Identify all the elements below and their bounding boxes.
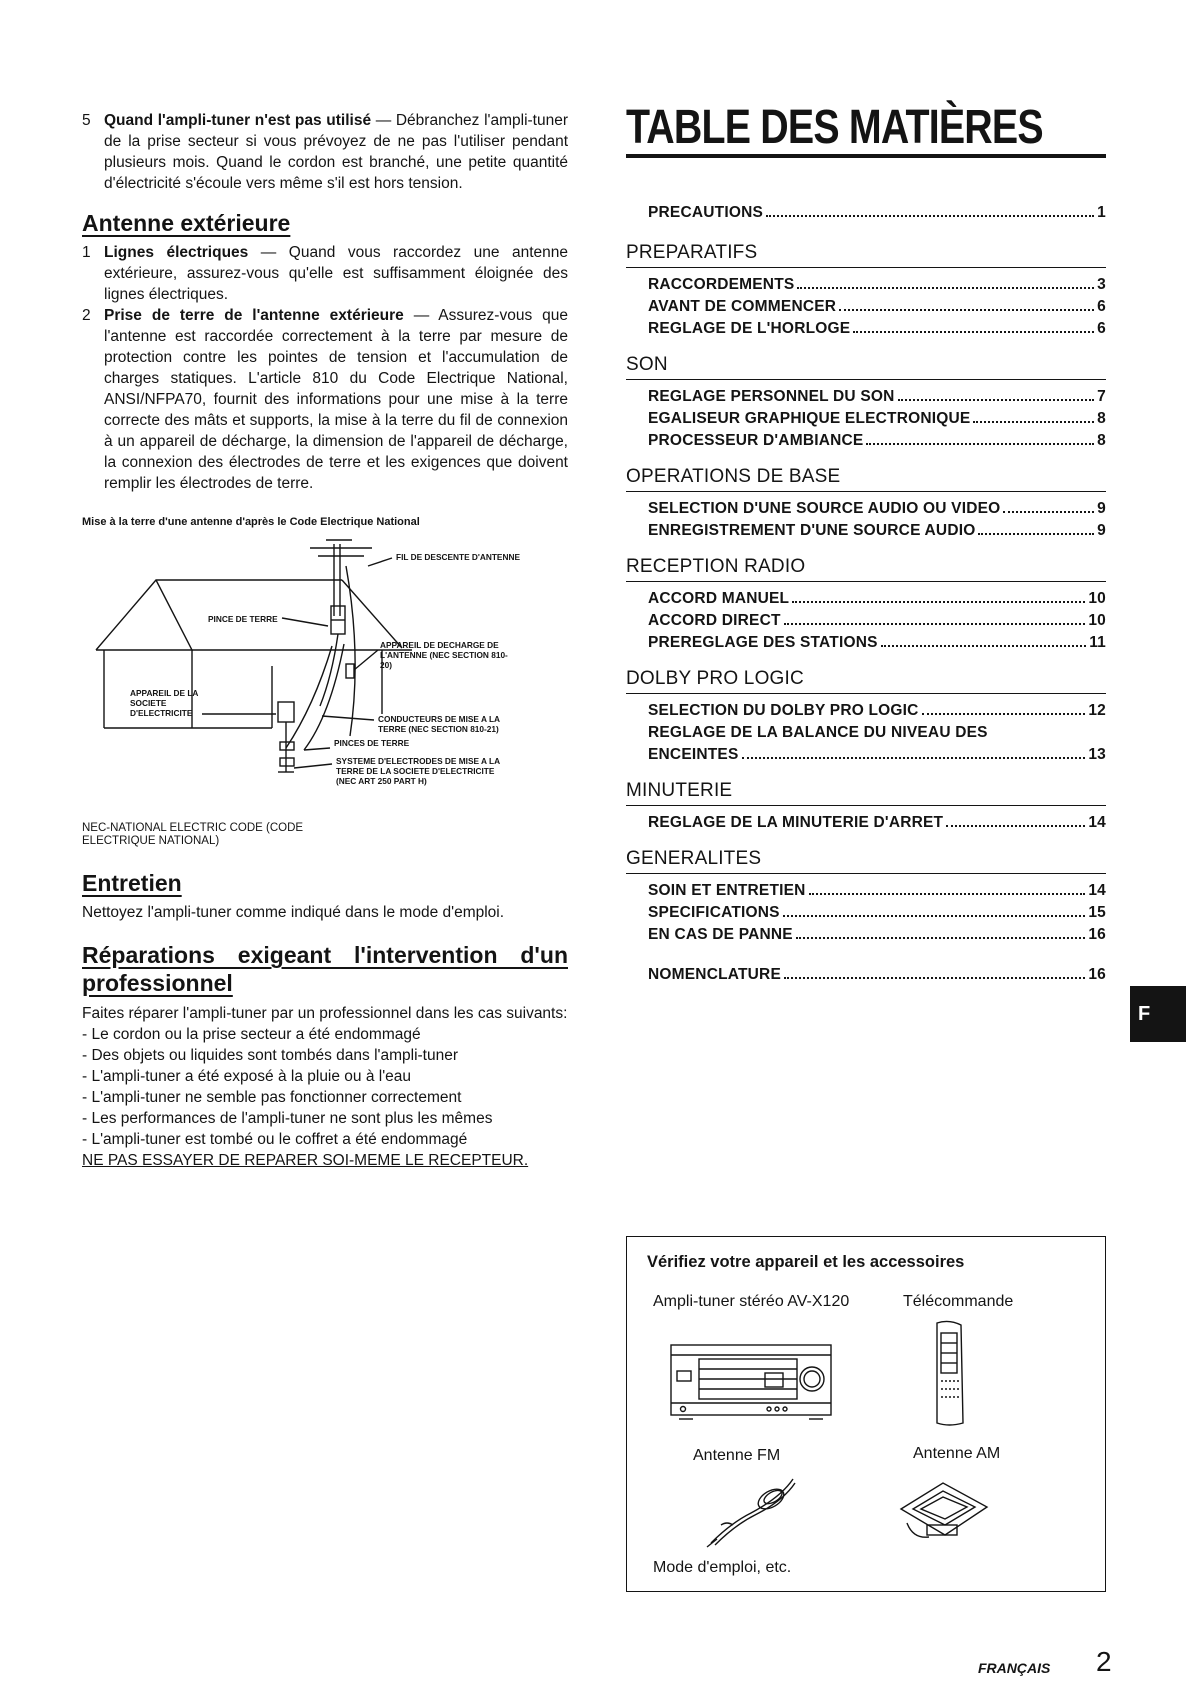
leader-dots bbox=[866, 443, 1094, 445]
house-antenna-illustration bbox=[82, 536, 568, 816]
toc-entry[interactable] bbox=[648, 744, 1106, 766]
leader-dots bbox=[978, 533, 1094, 535]
label-societe-2: SOCIETE bbox=[130, 698, 167, 708]
toc-entry-page: 14 bbox=[1088, 882, 1106, 899]
label-societe-3: D'ELECTRICITE bbox=[130, 708, 193, 718]
toc-entry-page: 16 bbox=[1088, 926, 1106, 943]
toc-entry-label: ENREGISTREMENT D'UNE SOURCE AUDIO bbox=[648, 522, 976, 539]
toc-entry[interactable] bbox=[648, 632, 1106, 654]
antenne-item-1 bbox=[82, 242, 568, 305]
accessories-box bbox=[626, 1236, 1106, 1592]
toc-entry-page: 9 bbox=[1097, 522, 1106, 539]
label-mode-emploi: Mode d'emploi, etc. bbox=[653, 1559, 792, 1576]
toc-entry-label: SOIN ET ENTRETIEN bbox=[648, 882, 806, 899]
toc-entry-label: REGLAGE DE L'HORLOGE bbox=[648, 320, 851, 337]
toc-entry[interactable] bbox=[648, 498, 1106, 520]
nec-note: NEC-NATIONAL ELECTRIC CODE (CODE ELECTRIQUE NATIONAL) bbox=[82, 822, 304, 847]
toc-entry-label: SELECTION DU DOLBY PRO LOGIC bbox=[648, 702, 919, 719]
toc-entry-page: 1 bbox=[1097, 204, 1106, 221]
label-pince-terre: PINCE DE TERRE bbox=[208, 614, 278, 624]
item-text bbox=[104, 110, 568, 194]
leader-dots bbox=[766, 215, 1094, 217]
toc-entry[interactable] bbox=[648, 520, 1106, 542]
toc-entry[interactable] bbox=[648, 296, 1106, 318]
list-item: - L'ampli-tuner est tombé ou le coffret a été endommagé bbox=[82, 1131, 468, 1148]
toc-entry-label: PROCESSEUR D'AMBIANCE bbox=[648, 432, 864, 449]
toc-entry-label: REGLAGE DE LA BALANCE DU NIVEAU DES bbox=[648, 724, 988, 741]
list-item: - L'ampli-tuner a été exposé à la pluie ou à l'eau bbox=[82, 1068, 412, 1085]
item-text bbox=[104, 242, 568, 305]
toc-entry-label: SPECIFICATIONS bbox=[648, 904, 780, 921]
label-antenne-fm: Antenne FM bbox=[693, 1447, 781, 1464]
list-item: - Le cordon ou la prise secteur a été endommagé bbox=[82, 1026, 421, 1043]
toc-entry-label: ENCEINTES bbox=[648, 746, 739, 763]
toc-entry-page: 7 bbox=[1097, 388, 1106, 405]
list-item: - Les performances de l'ampli-tuner ne sont plus les mêmes bbox=[82, 1110, 493, 1127]
toc-entry-page: 15 bbox=[1088, 904, 1106, 921]
remote-control-icon bbox=[927, 1319, 971, 1429]
toc-entry-label: REGLAGE PERSONNEL DU SON bbox=[648, 388, 895, 405]
toc-entry[interactable] bbox=[648, 902, 1106, 924]
fm-antenna-icon bbox=[701, 1473, 801, 1549]
leader-dots bbox=[742, 757, 1086, 759]
item-number: 5 bbox=[82, 112, 91, 129]
toc-entry-page: 8 bbox=[1097, 432, 1106, 449]
item-lead: Prise de terre de l'antenne extérieure bbox=[104, 307, 404, 324]
reparations-list bbox=[82, 1024, 568, 1150]
repair-warning: NE PAS ESSAYER DE REPARER SOI-MEME LE RECEPTEUR. bbox=[82, 1152, 529, 1169]
label-decharge-1: APPAREIL DE DECHARGE DE bbox=[380, 640, 499, 650]
item-number: 1 bbox=[82, 244, 91, 261]
item-5 bbox=[82, 110, 568, 194]
label-fil-descente: FIL DE DESCENTE D'ANTENNE bbox=[396, 552, 520, 562]
leader-dots bbox=[898, 399, 1095, 401]
toc-entry-page: 10 bbox=[1088, 590, 1106, 607]
toc-entry[interactable] bbox=[648, 924, 1106, 946]
label-decharge-2: L'ANTENNE (NEC SECTION 810- bbox=[380, 650, 508, 660]
leader-dots bbox=[796, 937, 1086, 939]
toc-entry[interactable] bbox=[648, 386, 1106, 408]
toc-entry-page: 6 bbox=[1097, 320, 1106, 337]
label-conducteurs-1: CONDUCTEURS DE MISE A LA bbox=[378, 714, 500, 724]
toc-section-operations: OPERATIONS DE BASE bbox=[626, 466, 1106, 492]
item-lead: Quand l'ampli-tuner n'est pas utilisé bbox=[104, 112, 372, 129]
label-systeme-3: (NEC ART 250 PART H) bbox=[336, 776, 427, 786]
heading-reparations: Réparations exigeant l'intervention d'un professionnel bbox=[82, 942, 568, 996]
toc-entry[interactable] bbox=[648, 430, 1106, 452]
am-antenna-icon bbox=[893, 1473, 993, 1549]
toc-entry-label: RACCORDEMENTS bbox=[648, 276, 795, 293]
toc-title: TABLE DES MATIÈRES bbox=[626, 101, 1043, 154]
page-number: 2 bbox=[1096, 1646, 1112, 1677]
toc-entry[interactable] bbox=[648, 588, 1106, 610]
label-ampli-tuner: Ampli-tuner stéréo AV-X120 bbox=[653, 1293, 850, 1310]
toc-entry-label: EN CAS DE PANNE bbox=[648, 926, 793, 943]
toc-entry-page: 9 bbox=[1097, 500, 1106, 517]
toc-section-son: SON bbox=[626, 354, 1106, 380]
heading-entretien: Entretien bbox=[82, 870, 182, 896]
toc-entry[interactable] bbox=[648, 318, 1106, 340]
toc-entry[interactable] bbox=[648, 274, 1106, 296]
toc-section-preparatifs: PREPARATIFS bbox=[626, 242, 1106, 268]
heading-antenne: Antenne extérieure bbox=[82, 210, 291, 236]
toc-entry-page: 12 bbox=[1088, 702, 1106, 719]
leader-dots bbox=[792, 601, 1085, 603]
toc-entry-label: SELECTION D'UNE SOURCE AUDIO OU VIDEO bbox=[648, 500, 1001, 517]
leader-dots bbox=[784, 977, 1085, 979]
label-pinces-terre: PINCES DE TERRE bbox=[334, 738, 410, 748]
label-systeme-1: SYSTEME D'ELECTRODES DE MISE A LA bbox=[336, 756, 501, 766]
label-telecommande: Télécommande bbox=[903, 1293, 1014, 1310]
toc-entry-page: 3 bbox=[1097, 276, 1106, 293]
toc-entry-page: 11 bbox=[1089, 634, 1106, 651]
toc-entry[interactable] bbox=[648, 610, 1106, 632]
toc-entry[interactable] bbox=[648, 408, 1106, 430]
reparations-intro: Faites réparer l'ampli-tuner par un professionnel dans les cas suivants: bbox=[82, 1005, 568, 1022]
toc-entry-page: 10 bbox=[1088, 612, 1106, 629]
label-antenne-am: Antenne AM bbox=[913, 1445, 1001, 1462]
list-item: - L'ampli-tuner ne semble pas fonctionner correctement bbox=[82, 1089, 462, 1106]
language-tab-f: F bbox=[1130, 986, 1186, 1042]
toc-entry-label: EGALISEUR GRAPHIQUE ELECTRONIQUE bbox=[648, 410, 971, 427]
leader-dots bbox=[783, 915, 1086, 917]
leader-dots bbox=[881, 645, 1087, 647]
list-item: - Des objets ou liquides sont tombés dans l'ampli-tuner bbox=[82, 1047, 459, 1064]
leader-dots bbox=[784, 623, 1086, 625]
toc-entry-label: ACCORD MANUEL bbox=[648, 590, 790, 607]
leader-dots bbox=[922, 713, 1086, 715]
item-body: — Quand vous raccordez une antenne extérieure, assurez-vous qu'elle est suffisamment éloignée des lignes électriques. bbox=[104, 244, 568, 303]
grounding-diagram bbox=[82, 536, 568, 816]
entretien-text: Nettoyez l'ampli-tuner comme indiqué dans le mode d'emploi. bbox=[82, 904, 505, 921]
label-conducteurs-2: TERRE (NEC SECTION 810-21) bbox=[378, 724, 499, 734]
toc-entry-page: 8 bbox=[1097, 410, 1106, 427]
toc-entry[interactable] bbox=[648, 812, 1106, 834]
toc-entry-precautions[interactable] bbox=[648, 202, 1106, 224]
toc-entry-label: PREREGLAGE DES STATIONS bbox=[648, 634, 878, 651]
leader-dots bbox=[839, 309, 1094, 311]
antenne-item-2 bbox=[82, 305, 568, 494]
leader-dots bbox=[797, 287, 1094, 289]
item-number: 2 bbox=[82, 307, 91, 324]
toc-entry-label: AVANT DE COMMENCER bbox=[648, 298, 837, 315]
toc-entry-page: 6 bbox=[1097, 298, 1106, 315]
item-lead: Lignes électriques bbox=[104, 244, 249, 261]
toc-entry-page: 16 bbox=[1088, 966, 1106, 983]
toc-title-rule bbox=[626, 154, 1106, 158]
leader-dots bbox=[853, 331, 1094, 333]
toc-entry-page: 14 bbox=[1088, 814, 1106, 831]
toc-entry-wrapped-line[interactable] bbox=[648, 722, 1106, 744]
toc-section-minuterie: MINUTERIE bbox=[626, 780, 1106, 806]
left-column bbox=[82, 110, 568, 1171]
toc-section-reception-radio: RECEPTION RADIO bbox=[626, 556, 1106, 582]
item-text bbox=[104, 305, 568, 494]
accessories-title: Vérifiez votre appareil et les accessoires bbox=[647, 1253, 965, 1271]
toc-entry-label: REGLAGE DE LA MINUTERIE D'ARRET bbox=[648, 814, 944, 831]
leader-dots bbox=[946, 825, 1085, 827]
label-decharge-3: 20) bbox=[380, 660, 392, 670]
label-societe-1: APPAREIL DE LA bbox=[130, 688, 199, 698]
toc-entry-label: NOMENCLATURE bbox=[648, 966, 781, 983]
toc-section-dolby: DOLBY PRO LOGIC bbox=[626, 668, 1106, 694]
item-body: — Débranchez l'ampli-tuner de la prise secteur si vous prévoyez de ne pas l'utiliser pendant plusieurs mois. Quand le cordon est branché, une petite quantité d'électricité s'écoule vers même s'il est hors tension. bbox=[104, 112, 568, 192]
toc-entry-label: PRECAUTIONS bbox=[648, 204, 764, 221]
toc-entry[interactable] bbox=[648, 880, 1106, 902]
item-body: — Assurez-vous que l'antenne est raccordée correctement à la terre par mesure de protection contre les pointes de tension et l'accumulation de charges statiques. L'article 810 du Code Electrique National, ANSI/NFPA70, fournit des informations pour une mise à la terre correcte des mâts et supports, la mise à la terre du fil de connexion à un appareil de décharge, la dimension de l'appareil de décharge, la connexion des électrodes de terre et les exigences que doivent remplir les électrodes de terre. bbox=[104, 307, 568, 492]
figure-caption: Mise à la terre d'une antenne d'après le Code Electrique National bbox=[82, 516, 420, 528]
toc-section-generalites: GENERALITES bbox=[626, 848, 1106, 874]
toc-entry-page: 13 bbox=[1088, 746, 1106, 763]
label-systeme-2: TERRE DE LA SOCIETE D'ELECTRICITE bbox=[336, 766, 495, 776]
leader-dots bbox=[973, 421, 1094, 423]
table-of-contents bbox=[626, 202, 1106, 986]
footer-language: FRANÇAIS bbox=[978, 1660, 1051, 1676]
toc-entry[interactable] bbox=[648, 700, 1106, 722]
toc-entry-nomenclature[interactable] bbox=[648, 964, 1106, 986]
leader-dots bbox=[1003, 511, 1094, 513]
leader-dots bbox=[809, 893, 1086, 895]
toc-entry-label: ACCORD DIRECT bbox=[648, 612, 781, 629]
amplifier-icon bbox=[669, 1333, 833, 1421]
